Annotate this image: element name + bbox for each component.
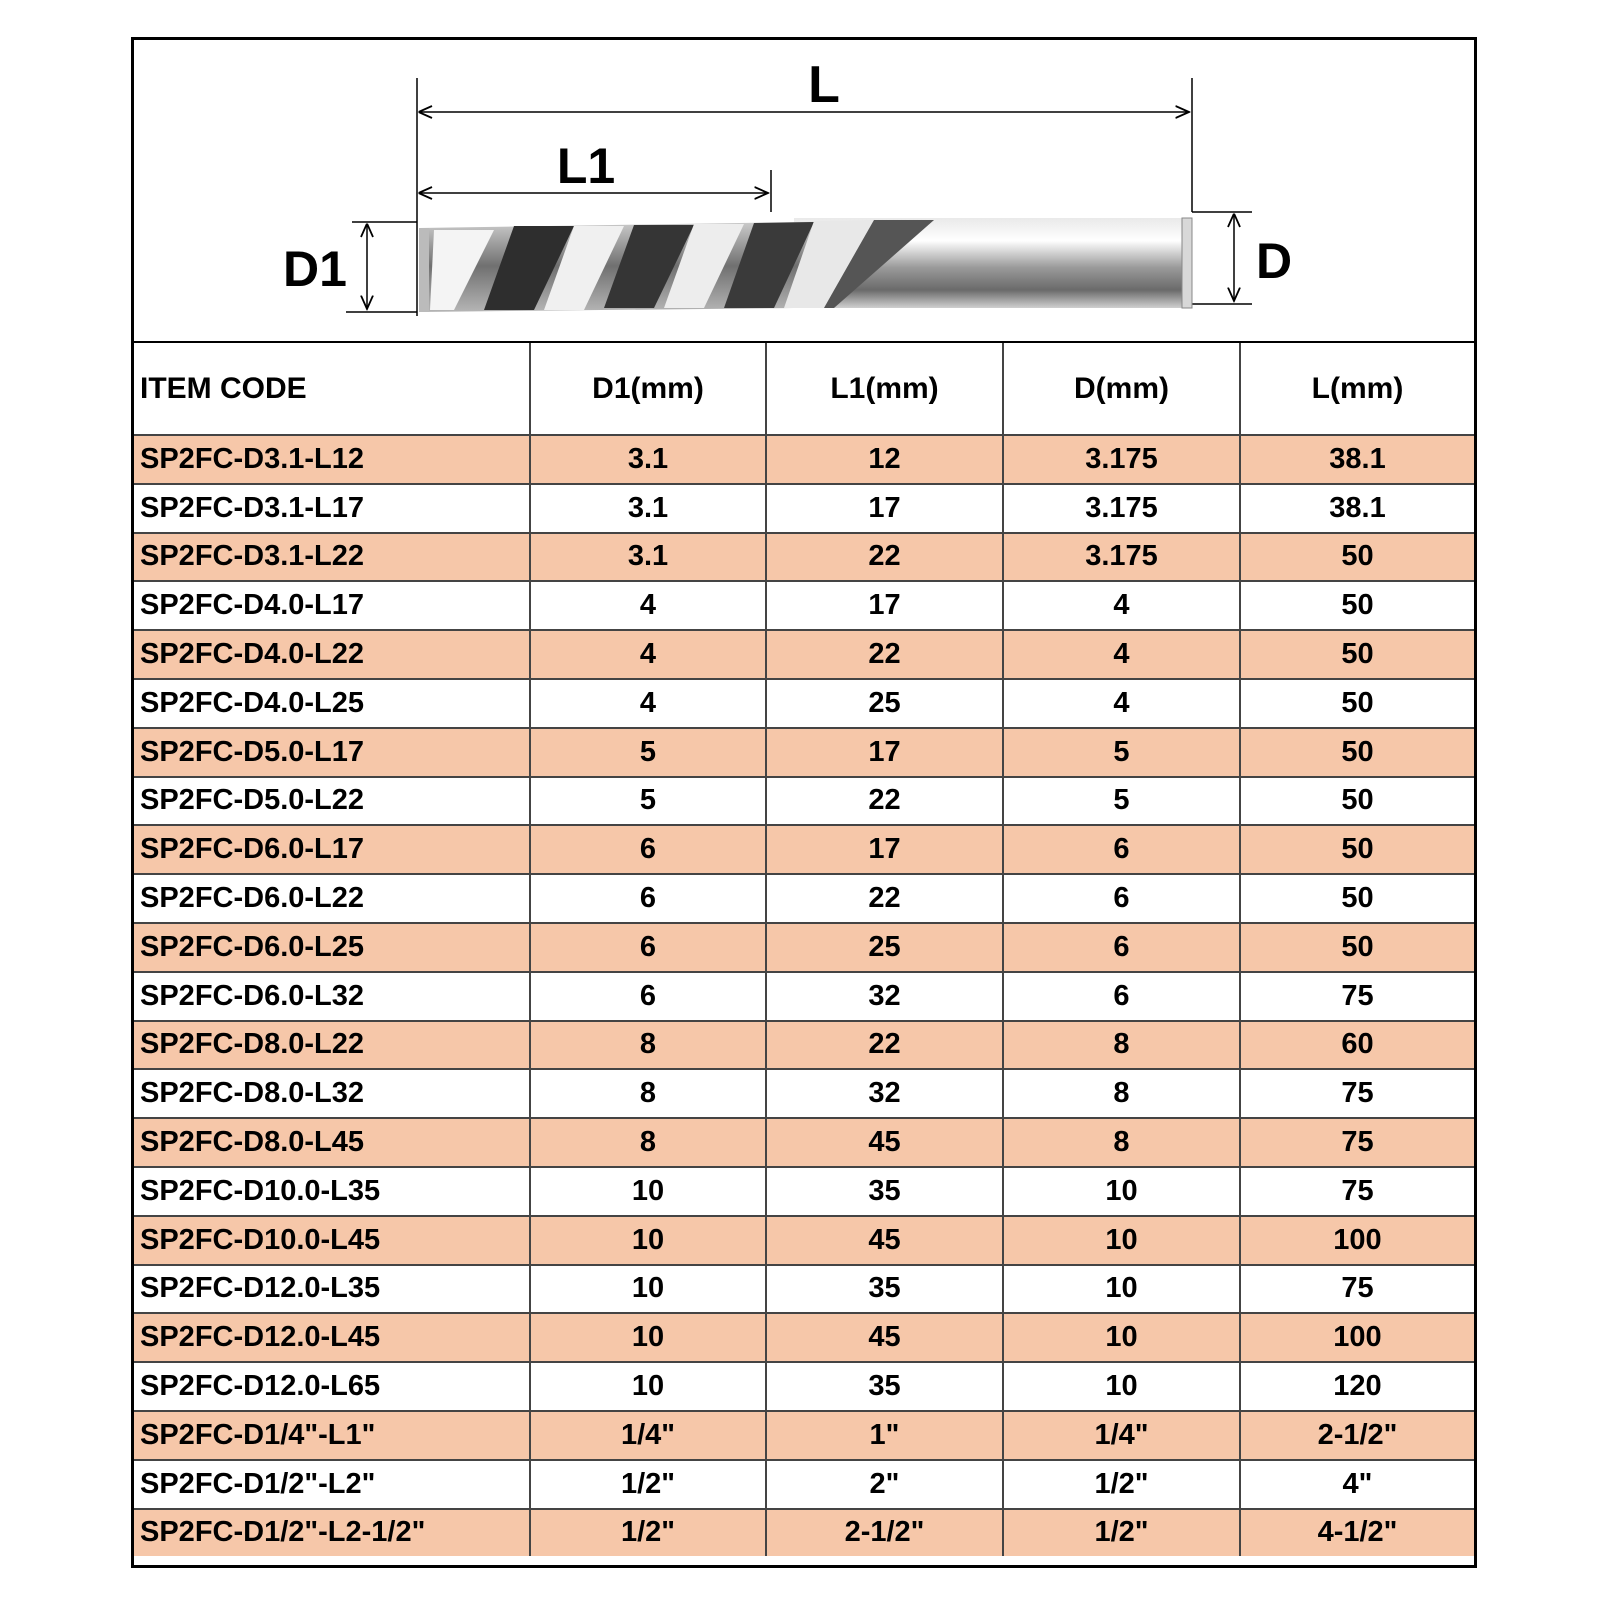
item-code-cell: SP2FC-D3.1-L17 — [134, 484, 530, 533]
header-d: D(mm) — [1003, 343, 1240, 435]
l1-cell: 45 — [766, 1313, 1003, 1362]
l1-cell: 2" — [766, 1460, 1003, 1509]
d-cell: 5 — [1003, 728, 1240, 777]
table-row — [134, 972, 1474, 1021]
header-l1: L1(mm) — [766, 343, 1003, 435]
spec-sheet — [131, 37, 1477, 1568]
l1-cell: 22 — [766, 630, 1003, 679]
d1-cell: 10 — [530, 1362, 766, 1411]
l1-cell: 17 — [766, 581, 1003, 630]
l-cell: 120 — [1240, 1362, 1474, 1411]
l-cell: 50 — [1240, 679, 1474, 728]
table-row — [134, 1265, 1474, 1314]
d1-cell: 1/4" — [530, 1411, 766, 1460]
l-cell: 50 — [1240, 777, 1474, 826]
l1-cell: 12 — [766, 435, 1003, 484]
table-row — [134, 1021, 1474, 1070]
table-row — [134, 630, 1474, 679]
l-cell: 4" — [1240, 1460, 1474, 1509]
end-mill-illustration — [419, 218, 1192, 312]
d-cell: 1/2" — [1003, 1509, 1240, 1557]
l1-cell: 22 — [766, 533, 1003, 582]
l-cell: 75 — [1240, 972, 1474, 1021]
d1-cell: 10 — [530, 1265, 766, 1314]
item-code-cell: SP2FC-D5.0-L22 — [134, 777, 530, 826]
end-mill-diagram — [134, 40, 1474, 343]
table-row — [134, 1509, 1474, 1557]
end-mill-drawing — [134, 40, 1474, 343]
l1-cell: 32 — [766, 972, 1003, 1021]
l1-cell: 17 — [766, 825, 1003, 874]
table-row — [134, 1118, 1474, 1167]
l-cell: 75 — [1240, 1265, 1474, 1314]
table-row — [134, 777, 1474, 826]
d-cell: 10 — [1003, 1167, 1240, 1216]
item-code-cell: SP2FC-D3.1-L12 — [134, 435, 530, 484]
table-row — [134, 874, 1474, 923]
table-row — [134, 1167, 1474, 1216]
l1-cell: 22 — [766, 777, 1003, 826]
dimension-label-D: D — [1255, 233, 1293, 289]
l1-cell: 25 — [766, 923, 1003, 972]
l-cell: 50 — [1240, 533, 1474, 582]
d1-cell: 5 — [530, 728, 766, 777]
header-d1: D1(mm) — [530, 343, 766, 435]
d1-cell: 8 — [530, 1021, 766, 1070]
table-row — [134, 728, 1474, 777]
l1-cell: 2-1/2" — [766, 1509, 1003, 1557]
dimension-label-L: L — [808, 56, 840, 114]
d1-cell: 4 — [530, 581, 766, 630]
d-cell: 10 — [1003, 1216, 1240, 1265]
d1-cell: 3.1 — [530, 435, 766, 484]
table-row — [134, 825, 1474, 874]
table-row — [134, 533, 1474, 582]
item-code-cell: SP2FC-D1/4"-L1" — [134, 1411, 530, 1460]
d-cell: 4 — [1003, 679, 1240, 728]
item-code-cell: SP2FC-D6.0-L25 — [134, 923, 530, 972]
l-cell: 75 — [1240, 1069, 1474, 1118]
d1-cell: 10 — [530, 1167, 766, 1216]
d-cell: 10 — [1003, 1362, 1240, 1411]
d1-cell: 1/2" — [530, 1460, 766, 1509]
d-cell: 8 — [1003, 1118, 1240, 1167]
d1-cell: 6 — [530, 825, 766, 874]
item-code-cell: SP2FC-D4.0-L17 — [134, 581, 530, 630]
l-cell: 50 — [1240, 923, 1474, 972]
item-code-cell: SP2FC-D6.0-L17 — [134, 825, 530, 874]
l1-cell: 45 — [766, 1118, 1003, 1167]
spec-table-body — [134, 435, 1474, 1556]
l-cell: 60 — [1240, 1021, 1474, 1070]
item-code-cell: SP2FC-D8.0-L45 — [134, 1118, 530, 1167]
l-cell: 50 — [1240, 581, 1474, 630]
d-cell: 10 — [1003, 1313, 1240, 1362]
l-cell: 75 — [1240, 1118, 1474, 1167]
d1-cell: 5 — [530, 777, 766, 826]
item-code-cell: SP2FC-D12.0-L35 — [134, 1265, 530, 1314]
l-cell: 75 — [1240, 1167, 1474, 1216]
l1-cell: 35 — [766, 1362, 1003, 1411]
table-row — [134, 679, 1474, 728]
l1-cell: 1" — [766, 1411, 1003, 1460]
d-cell: 1/2" — [1003, 1460, 1240, 1509]
d-cell: 10 — [1003, 1265, 1240, 1314]
d-cell: 5 — [1003, 777, 1240, 826]
item-code-cell: SP2FC-D10.0-L35 — [134, 1167, 530, 1216]
l1-cell: 22 — [766, 1021, 1003, 1070]
item-code-cell: SP2FC-D10.0-L45 — [134, 1216, 530, 1265]
table-row — [134, 581, 1474, 630]
item-code-cell: SP2FC-D5.0-L17 — [134, 728, 530, 777]
l1-cell: 17 — [766, 484, 1003, 533]
table-row — [134, 1460, 1474, 1509]
item-code-cell: SP2FC-D8.0-L22 — [134, 1021, 530, 1070]
table-row — [134, 1069, 1474, 1118]
l-cell: 50 — [1240, 630, 1474, 679]
dimension-label-D1: D1 — [283, 241, 347, 297]
l-cell: 100 — [1240, 1313, 1474, 1362]
table-row — [134, 484, 1474, 533]
l-cell: 50 — [1240, 874, 1474, 923]
dimension-label-L1: L1 — [556, 138, 616, 194]
d1-cell: 8 — [530, 1118, 766, 1167]
item-code-cell: SP2FC-D6.0-L32 — [134, 972, 530, 1021]
item-code-cell: SP2FC-D6.0-L22 — [134, 874, 530, 923]
d1-cell: 3.1 — [530, 484, 766, 533]
d1-cell: 6 — [530, 972, 766, 1021]
table-row — [134, 1362, 1474, 1411]
table-row — [134, 1313, 1474, 1362]
d1-cell: 6 — [530, 923, 766, 972]
header-item-code: ITEM CODE — [134, 343, 530, 435]
item-code-cell: SP2FC-D4.0-L22 — [134, 630, 530, 679]
table-row — [134, 435, 1474, 484]
table-row — [134, 923, 1474, 972]
d1-cell: 10 — [530, 1216, 766, 1265]
d1-cell: 1/2" — [530, 1509, 766, 1557]
item-code-cell: SP2FC-D1/2"-L2-1/2" — [134, 1509, 530, 1557]
d1-cell: 10 — [530, 1313, 766, 1362]
header-l: L(mm) — [1240, 343, 1474, 435]
spec-table — [134, 343, 1474, 1556]
d-cell: 3.175 — [1003, 435, 1240, 484]
l-cell: 4-1/2" — [1240, 1509, 1474, 1557]
d-cell: 4 — [1003, 581, 1240, 630]
l1-cell: 22 — [766, 874, 1003, 923]
d-cell: 6 — [1003, 825, 1240, 874]
l-cell: 50 — [1240, 825, 1474, 874]
d-cell: 8 — [1003, 1069, 1240, 1118]
l1-cell: 17 — [766, 728, 1003, 777]
l1-cell: 35 — [766, 1167, 1003, 1216]
d1-cell: 4 — [530, 630, 766, 679]
d-cell: 1/4" — [1003, 1411, 1240, 1460]
d-cell: 6 — [1003, 972, 1240, 1021]
d1-cell: 6 — [530, 874, 766, 923]
table-row — [134, 1216, 1474, 1265]
d-cell: 6 — [1003, 874, 1240, 923]
spec-table-header — [134, 343, 1474, 435]
item-code-cell: SP2FC-D4.0-L25 — [134, 679, 530, 728]
table-row — [134, 1411, 1474, 1460]
item-code-cell: SP2FC-D8.0-L32 — [134, 1069, 530, 1118]
l1-cell: 35 — [766, 1265, 1003, 1314]
item-code-cell: SP2FC-D12.0-L65 — [134, 1362, 530, 1411]
d-cell: 6 — [1003, 923, 1240, 972]
d-cell: 8 — [1003, 1021, 1240, 1070]
d-cell: 3.175 — [1003, 484, 1240, 533]
l-cell: 38.1 — [1240, 435, 1474, 484]
l-cell: 2-1/2" — [1240, 1411, 1474, 1460]
d1-cell: 8 — [530, 1069, 766, 1118]
d1-cell: 4 — [530, 679, 766, 728]
header-row — [134, 343, 1474, 435]
d-cell: 3.175 — [1003, 533, 1240, 582]
item-code-cell: SP2FC-D3.1-L22 — [134, 533, 530, 582]
l1-cell: 45 — [766, 1216, 1003, 1265]
d1-cell: 3.1 — [530, 533, 766, 582]
item-code-cell: SP2FC-D12.0-L45 — [134, 1313, 530, 1362]
l-cell: 38.1 — [1240, 484, 1474, 533]
item-code-cell: SP2FC-D1/2"-L2" — [134, 1460, 530, 1509]
d-cell: 4 — [1003, 630, 1240, 679]
l-cell: 50 — [1240, 728, 1474, 777]
l-cell: 100 — [1240, 1216, 1474, 1265]
l1-cell: 25 — [766, 679, 1003, 728]
l1-cell: 32 — [766, 1069, 1003, 1118]
